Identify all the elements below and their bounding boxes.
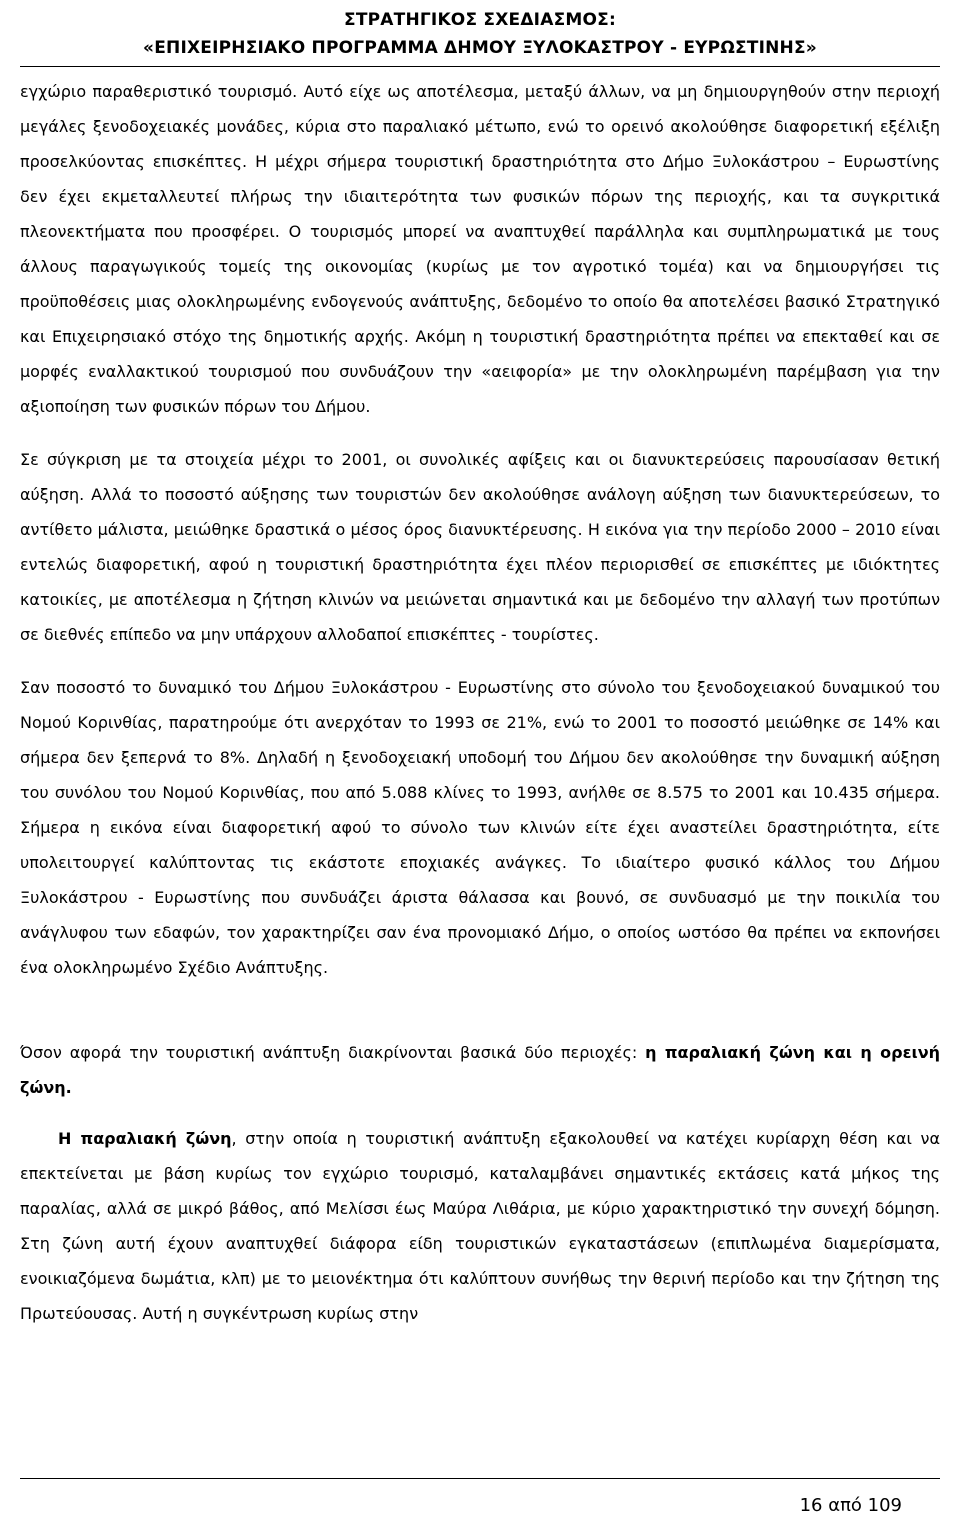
paragraph-hotel-capacity: Σαν ποσοστό το δυναμικό του Δήμου Ξυλοκάστρου - Ευρωστίνης στο σύνολο του ξενοδοχειακού δυναμικού του Νομού Κορινθίας, παρατηρούμε ότι ανερχόταν το 1993 σε 21%, ενώ το 2001 το ποσοστό μειώθηκε σε 14% και σήμερα δεν ξεπερνά το 8%. Δηλαδή η ξενοδοχειακή υποδομή του Δήμου δεν ακολούθησε την δυναμική αύξηση του συνόλου του Νομού Κορινθίας, που από 5.088 κλίνες το 1993, ανήλθε σε 8.575 το 2001 και 10.435 σήμερα. Σήμερα η εικόνα είναι διαφορετική αφού το σύνολο των κλινών είτε έχει αναστείλει δραστηριότητα, είτε υπολειτουργεί καλύπτοντας τις εκάστοτε εποχιακές ανάγκες. Το ιδιαίτερο φυσικό κάλλος του Δήμου Ξυλοκάστρου - Ευρωστίνης που συνδυάζει άριστα θάλασσα και βουνό, σε συνδυασμό με την ποικιλία του ανάγλυφου των εδαφών, τον χαρακτηρίζει σαν ένα προνομιακό Δήμο, ο οποίος ωστόσο θα πρέπει να εκπονήσει ένα ολοκληρωμένο Σχέδιο Ανάπτυξης. [20,678,940,977]
paragraph-coastal-zone [20,1121,940,1331]
zones-intro-text: Όσον αφορά την τουριστική ανάπτυξη διακρίνονται βασικά δύο περιοχές: [20,1043,646,1062]
header-title-line2: «ΕΠΙΧΕΙΡΗΣΙΑΚΟ ΠΡΟΓΡΑΜΜΑ ΔΗΜΟΥ ΞΥΛΟΚΑΣΤΡΟΥ - ΕΥΡΩΣΤΙΝΗΣ» [143,38,817,58]
coastal-zone-text: , στην οποία η τουριστική ανάπτυξη εξακολουθεί να κατέχει κυρίαρχη θέση και να επεκτείνεται με βάση κυρίως τον εγχώριο τουρισμό, καταλαμβάνει σημαντικές εκτάσεις κατά μήκος της παραλίας, αλλά σε μικρό βάθος, από Μελίσσι έως Μαύρα Λιθάρια, με κύριο χαρακτηριστικό την συνεχή δόμηση. Στη ζώνη αυτή έχουν αναπτυχθεί διάφορα είδη τουριστικών εγκαταστάσεων (επιπλωμένα διαμερίσματα, ενοικιαζόμενα δωμάτια, κλπ) με το μειονέκτημα ότι καλύπτουν συνήθως την θερινή περίοδο και την ζήτηση της Πρωτεύουσας. Αυτή η συγκέντρωση κυρίως στην [20,1129,940,1323]
zones-bold-text: η παραλιακή ζώνη και η ορεινή ζώνη. [20,1043,941,1097]
paragraph-tourism-zones [20,1035,940,1105]
page-number: 16 από 109 [799,1495,902,1516]
coastal-zone-heading: Η παραλιακή ζώνη [58,1129,232,1148]
paragraph-arrivals-comparison: Σε σύγκριση με τα στοιχεία μέχρι το 2001, οι συνολικές αφίξεις και οι διανυκτερεύσεις παρουσίασαν θετική αύξηση. Αλλά το ποσοστό αύξησης των τουριστών δεν ακολούθησε ανάλογη αύξηση των διανυκτερεύσεων, το αντίθετο μάλιστα, μειώθηκε δραστικά ο μέσος όρος διανυκτέρευσης. Η εικόνα για την περίοδο 2000 – 2010 είναι εντελώς διαφορετική, αφού η τουριστική δραστηριότητα έχει πλέον περιορισθεί σε επισκέπτες με ιδιόκτητες κατοικίες, με αποτέλεσμα η ζήτηση κλινών να μειώνεται σημαντικά και με δεδομένο την αλλαγή των προτύπων σε διεθνές επίπεδο να μην υπάρχουν αλλοδαποί επισκέπτες - τουρίστες. [20,450,940,644]
footer-divider [20,1478,940,1479]
paragraph-tourism-overview: εγχώριο παραθεριστικό τουρισμό. Αυτό είχε ως αποτέλεσμα, μεταξύ άλλων, να μη δημιουργηθούν στην περιοχή μεγάλες ξενοδοχειακές μονάδες, κύρια στο παραλιακό μέτωπο, ενώ το ορεινό ακολούθησε διαφορετική εξέλιξη προσελκύοντας επισκέπτες. Η μέχρι σήμερα τουριστική δραστηριότητα στο Δήμο Ξυλοκάστρου – Ευρωστίνης δεν έχει εκμεταλλευτεί πλήρως την ιδιαιτερότητα των φυσικών πόρων της περιοχής, και τα συγκριτικά πλεονεκτήματα που προσφέρει. Ο τουρισμός μπορεί να αναπτυχθεί παράλληλα και συμπληρωματικά με τους άλλους παραγωγικούς τομείς της οικονομίας (κυρίως με τον αγροτικό τομέα) και να δημιουργήσει τις προϋποθέσεις μιας ολοκληρωμένης ενδογενούς ανάπτυξης, δεδομένο το οποίο θα αποτελέσει βασικό Στρατηγικό και Επιχειρησιακό στόχο της δημοτικής αρχής. Ακόμη η τουριστική δραστηριότητα πρέπει να επεκταθεί και σε μορφές εναλλακτικού τουρισμού που συνδυάζουν την «αειφορία» με την ολοκληρωμένη παρέμβαση για την αξιοποίηση των φυσικών πόρων του Δήμου. [20,82,940,416]
header-title-line1: ΣΤΡΑΤΗΓΙΚΟΣ ΣΧΕΔΙΑΣΜΟΣ: [344,10,616,30]
document-header [20,6,940,62]
header-divider [20,66,940,67]
document-body [20,74,940,1331]
